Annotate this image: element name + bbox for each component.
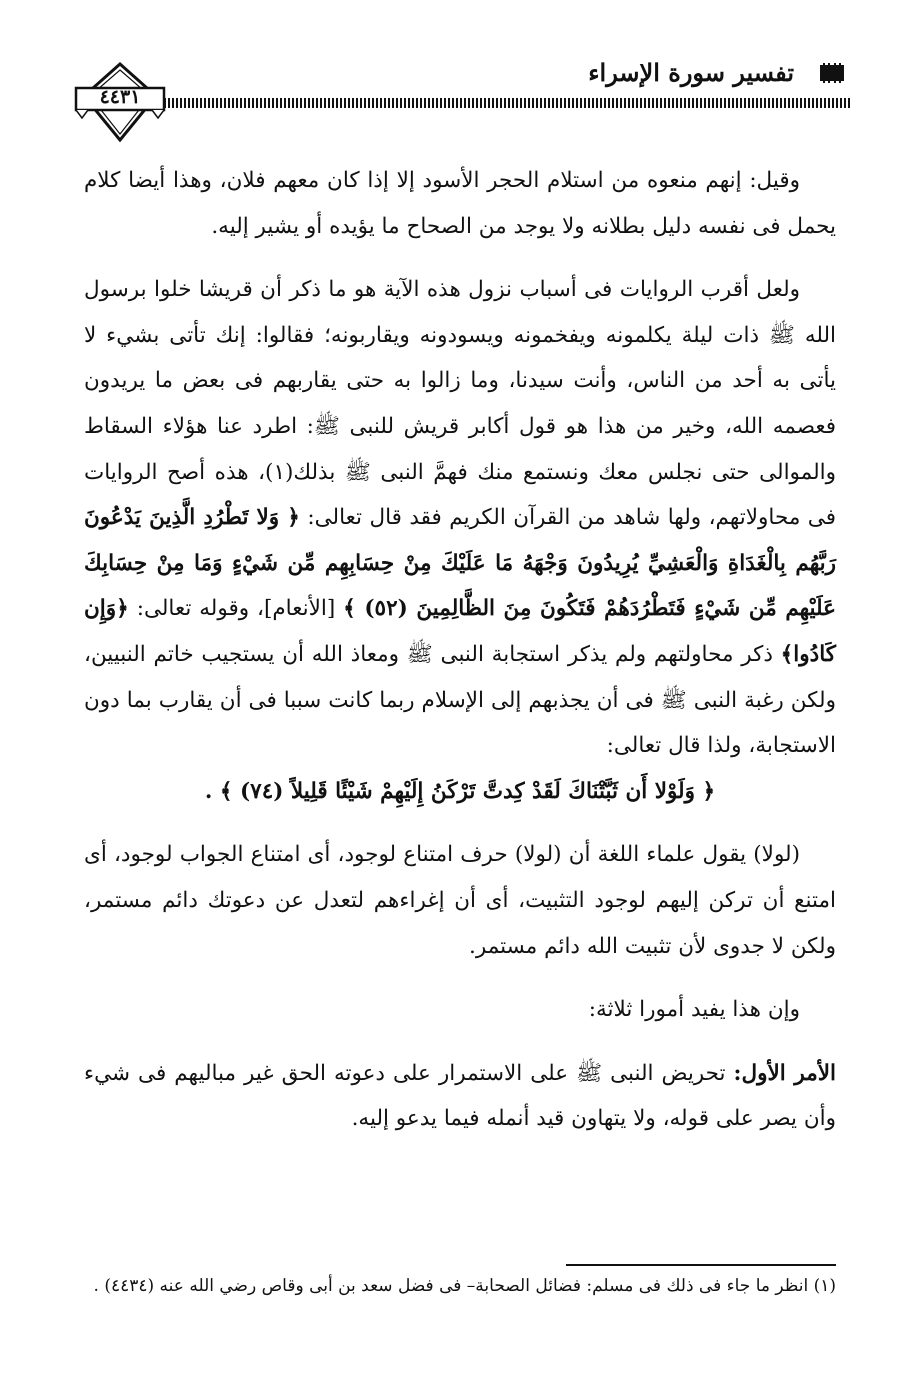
- paragraph: (لولا) يقول علماء اللغة أن (لولا) حرف امتناع لوجود، أى امتناع الجواب لوجود، أى امتنع أن تركن إليهم لوجود التثبيت، أى أن إغراءهم لتعدل عن دعوتك دائم مستمر، ولكن لا جدوى لأن تثبيت الله دائم مستمر.: [84, 842, 836, 959]
- header-title: تفسير سورة الإسراء: [588, 58, 794, 87]
- paragraph-text: تحريض النبى ﷺ على الاستمرار على دعوته الحق غير مباليهم فى شيء وأن يصر على قوله، ولا يتهاون قيد أنمله فيما يدعو إليه.: [84, 1060, 836, 1132]
- paragraph: [84, 1051, 836, 1142]
- paragraph-text: [الأنعام]، وقوله تعالى:: [136, 596, 336, 622]
- quran-verse: ﴿ وَلا تَطْرُدِ الَّذِينَ يَدْعُونَ رَبَّهُم بِالْغَدَاةِ وَالْعَشِيِّ يُرِيدُونَ وَجْهَهُ مَا عَلَيْكَ مِنْ حِسَابِهِم مِّن شَيْءٍ وَمَا مِنْ حِسَابِكَ عَلَيْهِم مِّن شَيْءٍ فَتَطْرُدَهُمْ فَتَكُونَ مِنَ الظَّالِمِينَ (٥٢) ﴾: [84, 505, 836, 622]
- ornament-icon: [818, 62, 846, 84]
- running-header: [72, 50, 850, 150]
- section-lead: الأمر الأول:: [733, 1060, 836, 1086]
- paragraph: وإن هذا يفيد أمورا ثلاثة:: [588, 997, 800, 1023]
- page-number-badge: [72, 60, 168, 150]
- paragraph: [84, 267, 836, 769]
- body-text: [84, 158, 836, 1142]
- paragraph-text: ذكر محاولتهم ولم يذكر استجابة النبى ﷺ ومعاذ الله أن يستجيب خاتم النبيين، ولكن رغبة النبى ﷺ فى أن يجذبهم إلى الإسلام ربما كانت سببا فى أن يقارب بما دون الاستجابة، ولذا قال تعالى:: [84, 641, 836, 759]
- footnote-divider: [566, 1264, 836, 1266]
- paragraph-text: ولعل أقرب الروايات فى أسباب نزول هذه الآية هو ما ذكر أن قريشا خلوا برسول الله ﷺ ذات ليلة يكلمونه ويفخمونه ويسودونه ويقاربونه؛ فقالوا: إنك تأتى بشيء لا يأتى به أحد من الناس، وأنت سيدنا، وما زالوا به حتى يقاربهم فى بعض ما يريدون فعصمه الله، وخير من هذا هو قول أكابر قريش للنبى ﷺ: اطرد عنا هؤلاء السقاط والموالى حتى نجلس معك ونستمع منك فهمَّ النبى ﷺ بذلك(١)، هذه أصح الروايات فى محاولاتهم، ولها شاهد من القرآن الكريم فقد قال تعالى:: [84, 277, 836, 531]
- page-number: ٤٤٣١: [99, 86, 141, 108]
- paragraph: وقيل: إنهم منعوه من استلام الحجر الأسود إلا إذا كان معهم فلان، وهذا أيضا كلام يحمل فى نفسه دليل بطلانه ولا يوجد من الصحاح ما يؤيده أو يشير إليه.: [84, 168, 836, 239]
- quran-verse-line: ﴿ وَلَوْلا أَن ثَبَّتْنَاكَ لَقَدْ كِدتَّ تَرْكَنُ إِلَيْهِمْ شَيْئًا قَلِيلاً (٧٤) ﴾ .: [204, 778, 716, 804]
- quran-verse: ﴿وَإِن كَادُوا﴾: [84, 596, 836, 667]
- footnote: (١) انظر ما جاء فى ذلك فى مسلم: فضائل الصحابة– فى فضل سعد بن أبى وقاص رضي الله عنه (٤٤٣٤) .: [93, 1276, 836, 1296]
- header-rule: [164, 98, 850, 108]
